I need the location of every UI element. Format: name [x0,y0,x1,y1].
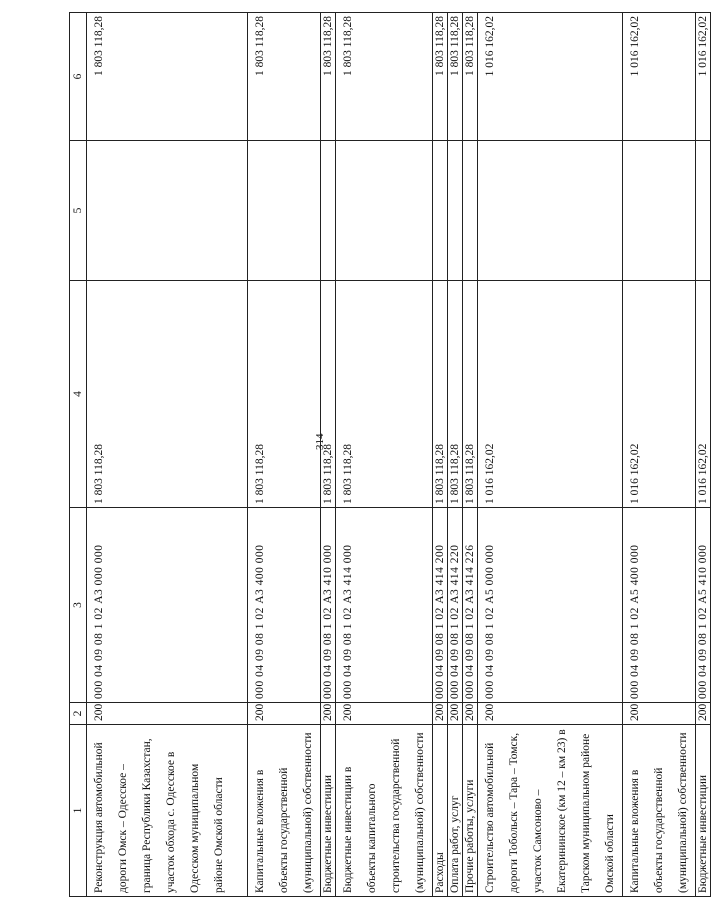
page-number: 314 [314,433,326,450]
row-amount-cell: 1 016 162,02 [478,281,623,508]
row-admin-cell: 200 [463,703,478,725]
budget-table [69,12,711,897]
row-amount-cell: 1 016 162,02 [623,281,696,508]
row-admin-cell: 200 [336,703,433,725]
table-row [87,13,248,897]
row-col6-cell: 1 803 118,28 [87,13,248,141]
table-row [623,13,696,897]
row-amount-cell: 1 803 118,28 [87,281,248,508]
table-row [463,13,478,897]
row-col6-cell: 1 803 118,28 [336,13,433,141]
row-admin-cell: 200 [433,703,448,725]
row-amount-cell: 1 803 118,28 [248,281,321,508]
row-col5-cell [448,141,463,281]
row-code-cell: 000 04 09 08 1 02 А3 000 000 [87,508,248,703]
row-admin-cell: 200 [448,703,463,725]
table-row [696,13,711,897]
table-row [448,13,463,897]
table-row [248,13,321,897]
row-col6-cell: 1 016 162,02 [478,13,623,141]
row-amount-cell: 1 803 118,28 [321,281,336,508]
row-col5-cell [433,141,448,281]
row-name-cell: Прочие работы, услуги [463,725,478,897]
row-admin-cell: 200 [87,703,248,725]
row-col5-cell [696,141,711,281]
row-code-cell: 000 04 09 08 1 02 А3 414 200 [433,508,448,703]
rotated-page [69,13,709,897]
row-admin-cell: 200 [623,703,696,725]
row-admin-cell: 200 [248,703,321,725]
row-col6-cell: 1 803 118,28 [433,13,448,141]
row-code-cell: 000 04 09 08 1 02 А3 414 220 [448,508,463,703]
row-amount-cell: 1 803 118,28 [433,281,448,508]
row-amount-cell: 1 803 118,28 [448,281,463,508]
table-row [321,13,336,897]
row-col6-cell: 1 803 118,28 [448,13,463,141]
row-code-cell: 000 04 09 08 1 02 А5 000 000 [478,508,623,703]
row-col5-cell [463,141,478,281]
header-cell: 4 [70,281,87,508]
row-amount-cell: 1 803 118,28 [463,281,478,508]
row-amount-cell: 1 803 118,28 [336,281,433,508]
header-cell: 5 [70,141,87,281]
row-col6-cell: 1 016 162,02 [696,13,711,141]
row-name-cell: Капитальные вложения в объекты государственной (муниципальной) собственности [248,725,321,897]
row-col5-cell [321,141,336,281]
table-row [336,13,433,897]
row-name-cell: Строительство автомобильной дороги Тобольск – Тара – Томск, участок Самсоново – Екатерининское (км 12 – км 23) в Тарском муниципальном районе Омской области [478,725,623,897]
row-admin-cell: 200 [478,703,623,725]
row-code-cell: 000 04 09 08 1 02 А5 410 000 [696,508,711,703]
row-col5-cell [336,141,433,281]
header-cell: 2 [70,703,87,725]
row-name-cell: Реконструкция автомобильной дороги Омск – Одесское – граница Республики Казахстан, участок обхода с. Одесское в Одесском муниципальном районе Омской области [87,725,248,897]
row-col6-cell: 1 803 118,28 [321,13,336,141]
row-name-cell: Бюджетные инвестиции в объекты капитального строительства государственной (муниципальной) собственности [336,725,433,897]
row-name-cell: Бюджетные инвестиции [696,725,711,897]
table-row [433,13,448,897]
row-admin-cell: 200 [321,703,336,725]
row-col6-cell: 1 803 118,28 [248,13,321,141]
row-code-cell: 000 04 09 08 1 02 А3 414 000 [336,508,433,703]
row-name-cell: Бюджетные инвестиции [321,725,336,897]
row-code-cell: 000 04 09 08 1 02 А3 400 000 [248,508,321,703]
row-name-cell: Оплата работ, услуг [448,725,463,897]
table-row [478,13,623,897]
row-name-cell: Расходы [433,725,448,897]
row-col6-cell: 1 803 118,28 [463,13,478,141]
row-code-cell: 000 04 09 08 1 02 А3 414 226 [463,508,478,703]
row-amount-cell: 1 016 162,02 [696,281,711,508]
header-row [70,13,87,897]
row-col5-cell [623,141,696,281]
header-cell: 1 [70,725,87,897]
row-admin-cell: 200 [696,703,711,725]
header-cell: 6 [70,13,87,141]
row-col6-cell: 1 016 162,02 [623,13,696,141]
row-col5-cell [478,141,623,281]
row-col5-cell [248,141,321,281]
row-code-cell: 000 04 09 08 1 02 А3 410 000 [321,508,336,703]
row-name-cell: Капитальные вложения в объекты государственной (муниципальной) собственности [623,725,696,897]
row-code-cell: 000 04 09 08 1 02 А5 400 000 [623,508,696,703]
header-cell: 3 [70,508,87,703]
row-col5-cell [87,141,248,281]
